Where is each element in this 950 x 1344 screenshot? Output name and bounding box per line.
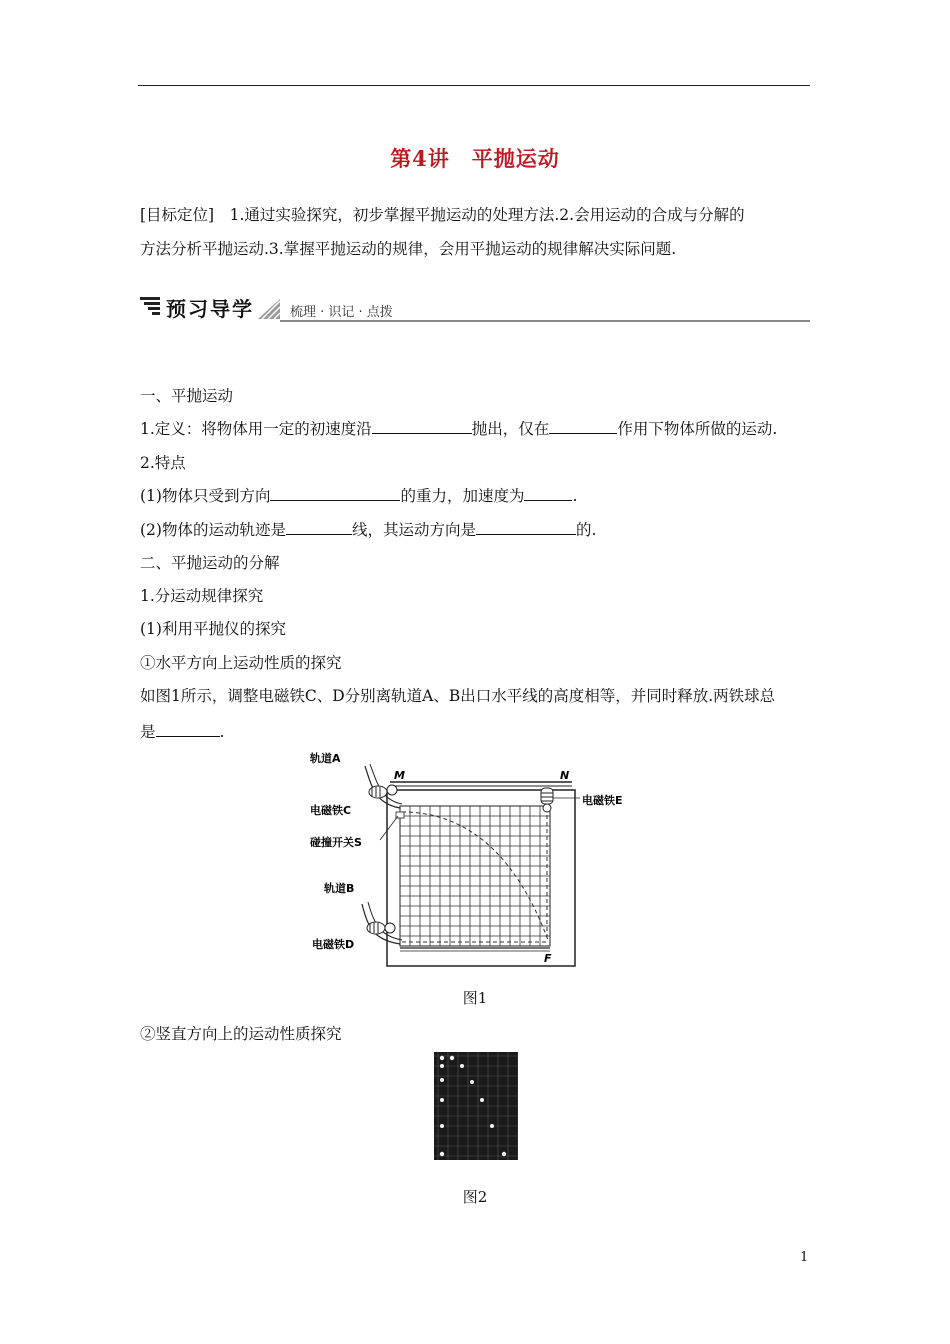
label-track-b: 轨道B [324,882,355,895]
subheading-4: ②竖直方向上的运动性质探究 [140,1025,342,1043]
exp2-a: 是 [140,723,156,741]
goal-line-2: 方法分析平抛运动.3.掌握平抛运动的规律，会用平抛运动的规律解决实际问题. [140,240,677,258]
blank-motion-direction [476,520,576,535]
blank-trajectory [286,520,352,535]
goal-paragraph [140,198,812,266]
heading-2: 二、平抛运动的分解 [140,554,280,572]
experiment-text-2 [140,720,224,742]
figure-2-caption: 图2 [462,1188,488,1206]
label-f: F [544,952,552,965]
figure-2-strobe-photo [434,1052,518,1160]
def-text-b: 抛出，仅在 [471,420,550,438]
def-text-c: 作用下物体所做的运动. [617,420,778,438]
def-text-a: 1.定义：将物体用一定的初速度沿 [140,420,372,438]
feature-2-c: 的. [575,521,597,539]
feature-1-a: (1)物体只受到方向 [140,487,271,505]
banner-label: 预习导学 [166,297,254,321]
subheading-3: ①水平方向上运动性质的探究 [140,654,342,672]
label-magnet-c: 电磁铁C [310,804,352,817]
experiment-text: 如图1所示，调整电磁铁C、D分别离轨道A、B出口水平线的高度相等，并同时释放.两铁球总 [140,687,776,705]
goal-line-1: [目标定位] 1.通过实验探究，初步掌握平抛运动的处理方法.2.会用运动的合成与分解的 [140,206,745,224]
label-magnet-e: 电磁铁E [582,794,623,807]
label-track-a: 轨道A [310,752,341,765]
feature-2-b: 线，其运动方向是 [351,521,476,539]
feature-1 [140,484,577,506]
page-number: 1 [800,1250,809,1265]
section-banner [140,293,810,325]
label-switch-s: 碰撞开关S [310,836,362,849]
hatch-triangle-icon [258,299,280,319]
blank-result [156,722,220,737]
heading-1: 一、平抛运动 [140,387,234,405]
feature-1-c: . [572,487,578,505]
blank-direction [372,419,472,434]
figure-1-apparatus [310,748,640,973]
hatch-icon [140,297,160,317]
label-magnet-d: 电磁铁D [312,938,355,951]
page-title: 第4讲 平抛运动 [390,146,560,171]
exp2-b: . [219,723,225,741]
blank-gravity-direction [270,486,400,501]
label-n: N [560,769,570,782]
subheading-2: (1)利用平抛仪的探究 [140,620,286,638]
banner-rule [280,320,810,322]
feature-2 [140,518,596,540]
blank-force [549,419,617,434]
figure-1-caption: 图1 [462,989,488,1007]
header-rule [138,85,810,86]
magnet-d [367,922,395,934]
subheading-1: 1.分运动规律探究 [140,587,264,605]
blank-acceleration [524,486,572,501]
definition-line [140,417,777,439]
label-m: M [394,769,405,782]
features-heading: 2.特点 [140,454,186,472]
banner-subtitle: 梳理 · 识记 · 点拨 [290,305,393,320]
feature-1-b: 的重力，加速度为 [400,487,525,505]
feature-2-a: (2)物体的运动轨迹是 [140,521,286,539]
